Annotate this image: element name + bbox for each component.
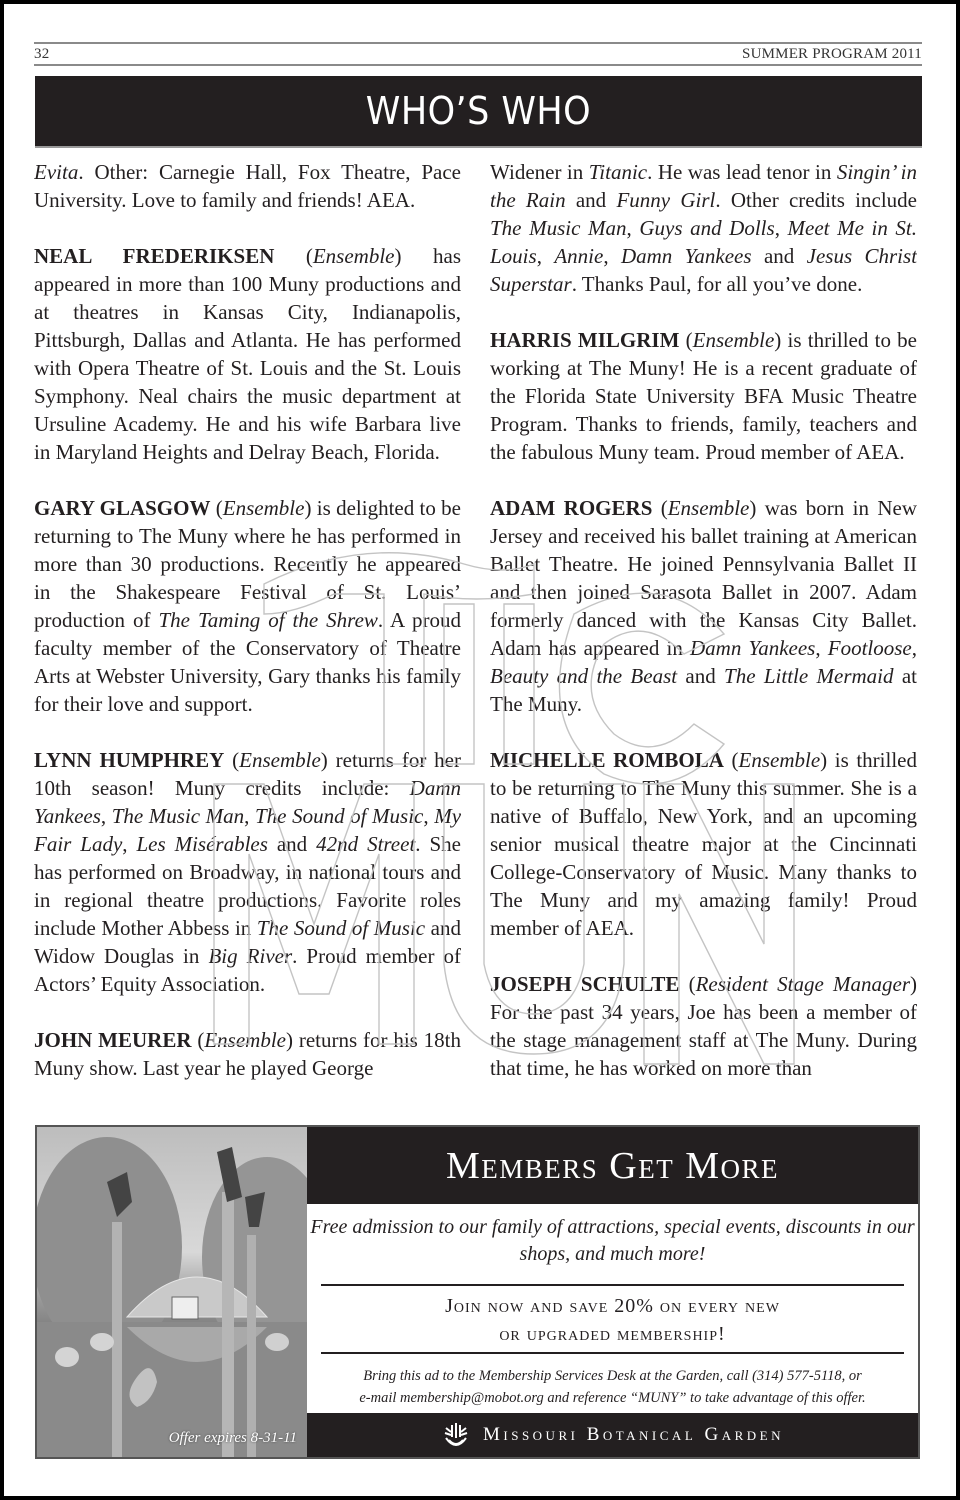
- bio-entry: HARRIS MILGRIM (Ensemble) is thrilled to be working at The Muny! He is a recent graduate of the Florida State University BFA Music Theatre Program. Thanks to friends, family, teachers and the fabulous Muny team. Proud member of AEA.: [490, 328, 917, 464]
- program-page: [4, 4, 956, 1496]
- glass-float: [55, 1347, 79, 1367]
- bio-text: is delighted to be returning to The Muny where he has performed in more than 30 productions. Recently he appeared in the Shakespeare Festival of St. Louis’ production of: [34, 496, 461, 632]
- bio-text: . Proud member of Actors’ Equity Association.: [34, 944, 461, 996]
- bio-text: at The Muny.: [490, 664, 917, 716]
- ad-divider: [321, 1352, 904, 1354]
- bio-entry: NEAL FREDERIKSEN (Ensemble) has appeared in more than 100 Muny productions and at theatres in Kansas City, Indianapolis, Pittsburgh, Dallas and Atlanta. He has performed with Opera Theatre of St. Louis and the St. Louis Symphony. Neal chairs the music department at Ursuline Academy. He and his wife Barbara live in Maryland Heights and Delray Beach, Florida.: [34, 244, 461, 464]
- garden-scene-illustration: [37, 1127, 307, 1457]
- ad-subhead: Free admission to our family of attractions, special events, discounts in our shops, and much more!: [310, 1216, 915, 1265]
- section-title-bar: [35, 76, 922, 148]
- membership-advertisement: [35, 1125, 920, 1459]
- bio-text: . Thanks Paul, for all you’ve done.: [571, 272, 863, 296]
- performer-name: JOHN MEURER: [34, 1028, 192, 1052]
- show-title: The Music Man: [111, 804, 245, 828]
- show-title: Footloose: [827, 636, 912, 660]
- bio-text: and: [267, 832, 317, 856]
- ad-offer: [307, 1286, 918, 1352]
- bio-entry: GARY GLASGOW (Ensemble) is delighted to be returning to The Muny where he has performed in more than 30 productions. Recently he appeared in the Shakespeare Festival of St. Louis’ production of The Taming of the Shrew. A proud faculty member of the Conservatory of Theatre Arts at Webster University, Gary thanks his family for their love and support.: [34, 496, 461, 716]
- bio-text: was born in New Jersey and received his ballet training at American Ballet Theatre. He joined Pennsylvania Ballet II and then joined Sarasota Ballet in 2007. Adam formerly danced with the Kansas City Ballet. Adam has appeared in: [490, 496, 917, 660]
- brand-name: Missouri Botanical Garden: [482, 1424, 785, 1445]
- show-title: Damn Yankees: [620, 244, 752, 268]
- bio-text: ,: [815, 636, 828, 660]
- pillar-right: [247, 1235, 256, 1457]
- show-title: Singin’ in the Rain: [490, 160, 917, 212]
- show-title: The Sound of Music: [255, 804, 424, 828]
- bio-text: and: [751, 244, 807, 268]
- performer-role: Ensemble: [239, 748, 321, 772]
- show-title: The Taming of the Shrew: [158, 608, 378, 632]
- show-title: Big River: [208, 944, 293, 968]
- ad-brand-bar: [307, 1413, 918, 1457]
- bio-text: . She has performed on Broadway, in national tours and in regional theatre productions. Favorite roles include Mother Abbess in: [34, 832, 461, 940]
- garden-photo: [37, 1127, 307, 1457]
- performer-name: JOSEPH SCHULTE: [490, 972, 680, 996]
- show-title: Titanic: [588, 160, 648, 184]
- show-title: The Sound of Music: [256, 916, 426, 940]
- bio-text: is thrilled to be working at The Muny! He is a recent graduate of the Florida State University BFA Music Theatre Program. Thanks to friends, family, teachers and the fabulous Muny team. Proud member of AEA.: [490, 328, 917, 464]
- bio-entry: LYNN HUMPHREY (Ensemble) returns for her 10th season! Muny credits include: Damn Yankees, The Music Man, The Sound of Music, My Fair Lady, Les Misérables and 42nd Street. She has performed on Broadway, in national tours and in regional theatre productions. Favorite roles include Mother Abbess in The Sound of Music and Widow Douglas in Big River. Proud member of Actors’ Equity Association.: [34, 748, 461, 996]
- ad-fine-print-line: e-mail membership@mobot.org and reference “MUNY” to take advantage of this offer.: [359, 1390, 866, 1406]
- bio-text: returns for his 18th Muny show. Last year he played George: [34, 1028, 461, 1080]
- offer-expiration: Offer expires 8-31-11: [168, 1430, 297, 1446]
- bio-text: ,: [536, 244, 555, 268]
- header-rule-top: [34, 42, 922, 44]
- bio-text: ,: [603, 244, 621, 268]
- show-title: Les Misérables: [136, 832, 268, 856]
- ad-fine-print: [307, 1365, 918, 1409]
- bio-text: Widener in: [490, 160, 589, 184]
- performer-role: Ensemble: [692, 328, 775, 352]
- section-title: WHO’S WHO: [365, 89, 592, 133]
- bio-text: ,: [100, 804, 112, 828]
- page-number: 32: [34, 46, 50, 62]
- header-rule-bottom: [34, 64, 922, 66]
- ad-fine-print-line: Bring this ad to the Membership Services Desk at the Garden, call (314) 577-5118, or: [363, 1368, 862, 1384]
- performer-role: Ensemble: [312, 244, 395, 268]
- performer-name: GARY GLASGOW: [34, 496, 211, 520]
- bio-text: ,: [423, 804, 435, 828]
- bio-text: returns for her 10th season! Muny credits include:: [34, 748, 461, 800]
- bio-text: For the past 34 years, Joe has been a member of the stage management staff at The Muny. During that time, he has worked on more than: [490, 1000, 917, 1080]
- bio-entry: MICHELLE ROMBOLA (Ensemble) is thrilled to be returning to The Muny this summer. She is a native of Buffalo, New York, and an upcoming senior musical theatre major at the Cincinnati College-Conservatory of Music. Many thanks to The Muny and my amazing family! Proud member of AEA.: [490, 748, 917, 940]
- bio-continuation: [34, 158, 461, 214]
- botanical-garden-logo-icon: [441, 1420, 471, 1450]
- dome-entrance: [172, 1297, 198, 1319]
- show-title: Meet Me in St. Louis: [490, 216, 917, 268]
- bio-text: ,: [774, 216, 788, 240]
- bio-text: . Other credits include: [715, 188, 917, 212]
- bio-text: ,: [122, 832, 137, 856]
- performer-role: Ensemble: [222, 496, 305, 520]
- bio-text: . A proud faculty member of the Conservatory of Theatre Arts at Webster University, Gary thanks his family for their love and support.: [34, 608, 461, 716]
- ad-header: [307, 1127, 918, 1204]
- show-title: My Fair Lady: [34, 804, 461, 856]
- bio-continuation: [490, 158, 917, 298]
- performer-name: HARRIS MILGRIM: [490, 328, 680, 352]
- glass-float: [90, 1333, 114, 1351]
- show-title: Funny Girl: [616, 188, 716, 212]
- performer-role: Ensemble: [738, 748, 821, 772]
- glass-float: [265, 1333, 289, 1351]
- bio-entry: ADAM ROGERS (Ensemble) was born in New Jersey and received his ballet training at American Ballet Theatre. He joined Pennsylvania Ballet II and then joined Sarasota Ballet in 2007. Adam formerly danced with the Kansas City Ballet. Adam has appeared in Damn Yankees, Footloose, Beauty and the Beast and The Little Mermaid at The Muny.: [490, 496, 917, 716]
- bio-text: and: [565, 188, 617, 212]
- show-title: Annie: [554, 244, 604, 268]
- bio-text: has appeared in more than 100 Muny productions and at theatres in Kansas City, Indianapolis, Pittsburgh, Dallas and Atlanta. He has performed with Opera Theatre of St. Louis and the St. Louis Symphony. Neal chairs the music department at Ursuline Academy. He and his wife Barbara live in Maryland Heights and Delray Beach, Florida.: [34, 244, 461, 464]
- bio-text: . Other: Carnegie Hall, Fox Theatre, Pace University. Love to family and friends! AEA.: [34, 160, 461, 212]
- show-title: Jesus Christ Superstar: [490, 244, 917, 296]
- show-title: The Little Mermaid: [724, 664, 894, 688]
- show-title: Damn Yankees: [34, 776, 461, 828]
- ad-offer-line: or upgraded membership!: [499, 1323, 726, 1345]
- performer-name: ADAM ROGERS: [490, 496, 653, 520]
- performer-role: Ensemble: [667, 496, 750, 520]
- ad-copy: [307, 1127, 918, 1457]
- show-title: 42nd Street: [316, 832, 416, 856]
- bio-text: ,: [911, 636, 917, 660]
- bio-entry: JOHN MEURER (Ensemble) returns for his 18th Muny show. Last year he played George: [34, 1028, 461, 1080]
- performer-name: NEAL FREDERIKSEN: [34, 244, 275, 268]
- performer-role: Ensemble: [204, 1028, 287, 1052]
- show-title: Damn Yankees: [690, 636, 816, 660]
- bio-text: is thrilled to be returning to The Muny this summer. She is a native of Buffalo, New York, and an upcoming senior musical theatre major at the Cincinnati College-Conservatory of Music. Many thanks to The Muny and my amazing family! Proud member of AEA.: [490, 748, 917, 940]
- performer-role: Resident Stage Manager: [695, 972, 911, 996]
- bio-text: . He was lead tenor in: [647, 160, 837, 184]
- ad-offer-line: Join now and save 20% on every new: [445, 1295, 780, 1317]
- show-title: Guys and Dolls: [639, 216, 775, 240]
- bio-column-right: [490, 158, 917, 1114]
- ad-headline: Members Get More: [445, 1144, 780, 1187]
- publication-title: SUMMER PROGRAM 2011: [742, 46, 922, 62]
- bio-text: ,: [626, 216, 640, 240]
- show-title: Evita: [34, 160, 79, 184]
- bio-text: and: [677, 664, 725, 688]
- bio-entry: JOSEPH SCHULTE (Resident Stage Manager) For the past 34 years, Joe has been a member of the stage management staff at The Muny. During that time, he has worked on more than: [490, 972, 917, 1080]
- pillar-center: [222, 1192, 234, 1457]
- show-title: Beauty and the Beast: [490, 664, 678, 688]
- bio-text: and Widow Douglas in: [34, 916, 461, 968]
- bio-column-left: [34, 158, 461, 1114]
- show-title: The Music Man: [490, 216, 627, 240]
- performer-name: MICHELLE ROMBOLA: [490, 748, 724, 772]
- performer-name: LYNN HUMPHREY: [34, 748, 225, 772]
- bio-text: ,: [244, 804, 255, 828]
